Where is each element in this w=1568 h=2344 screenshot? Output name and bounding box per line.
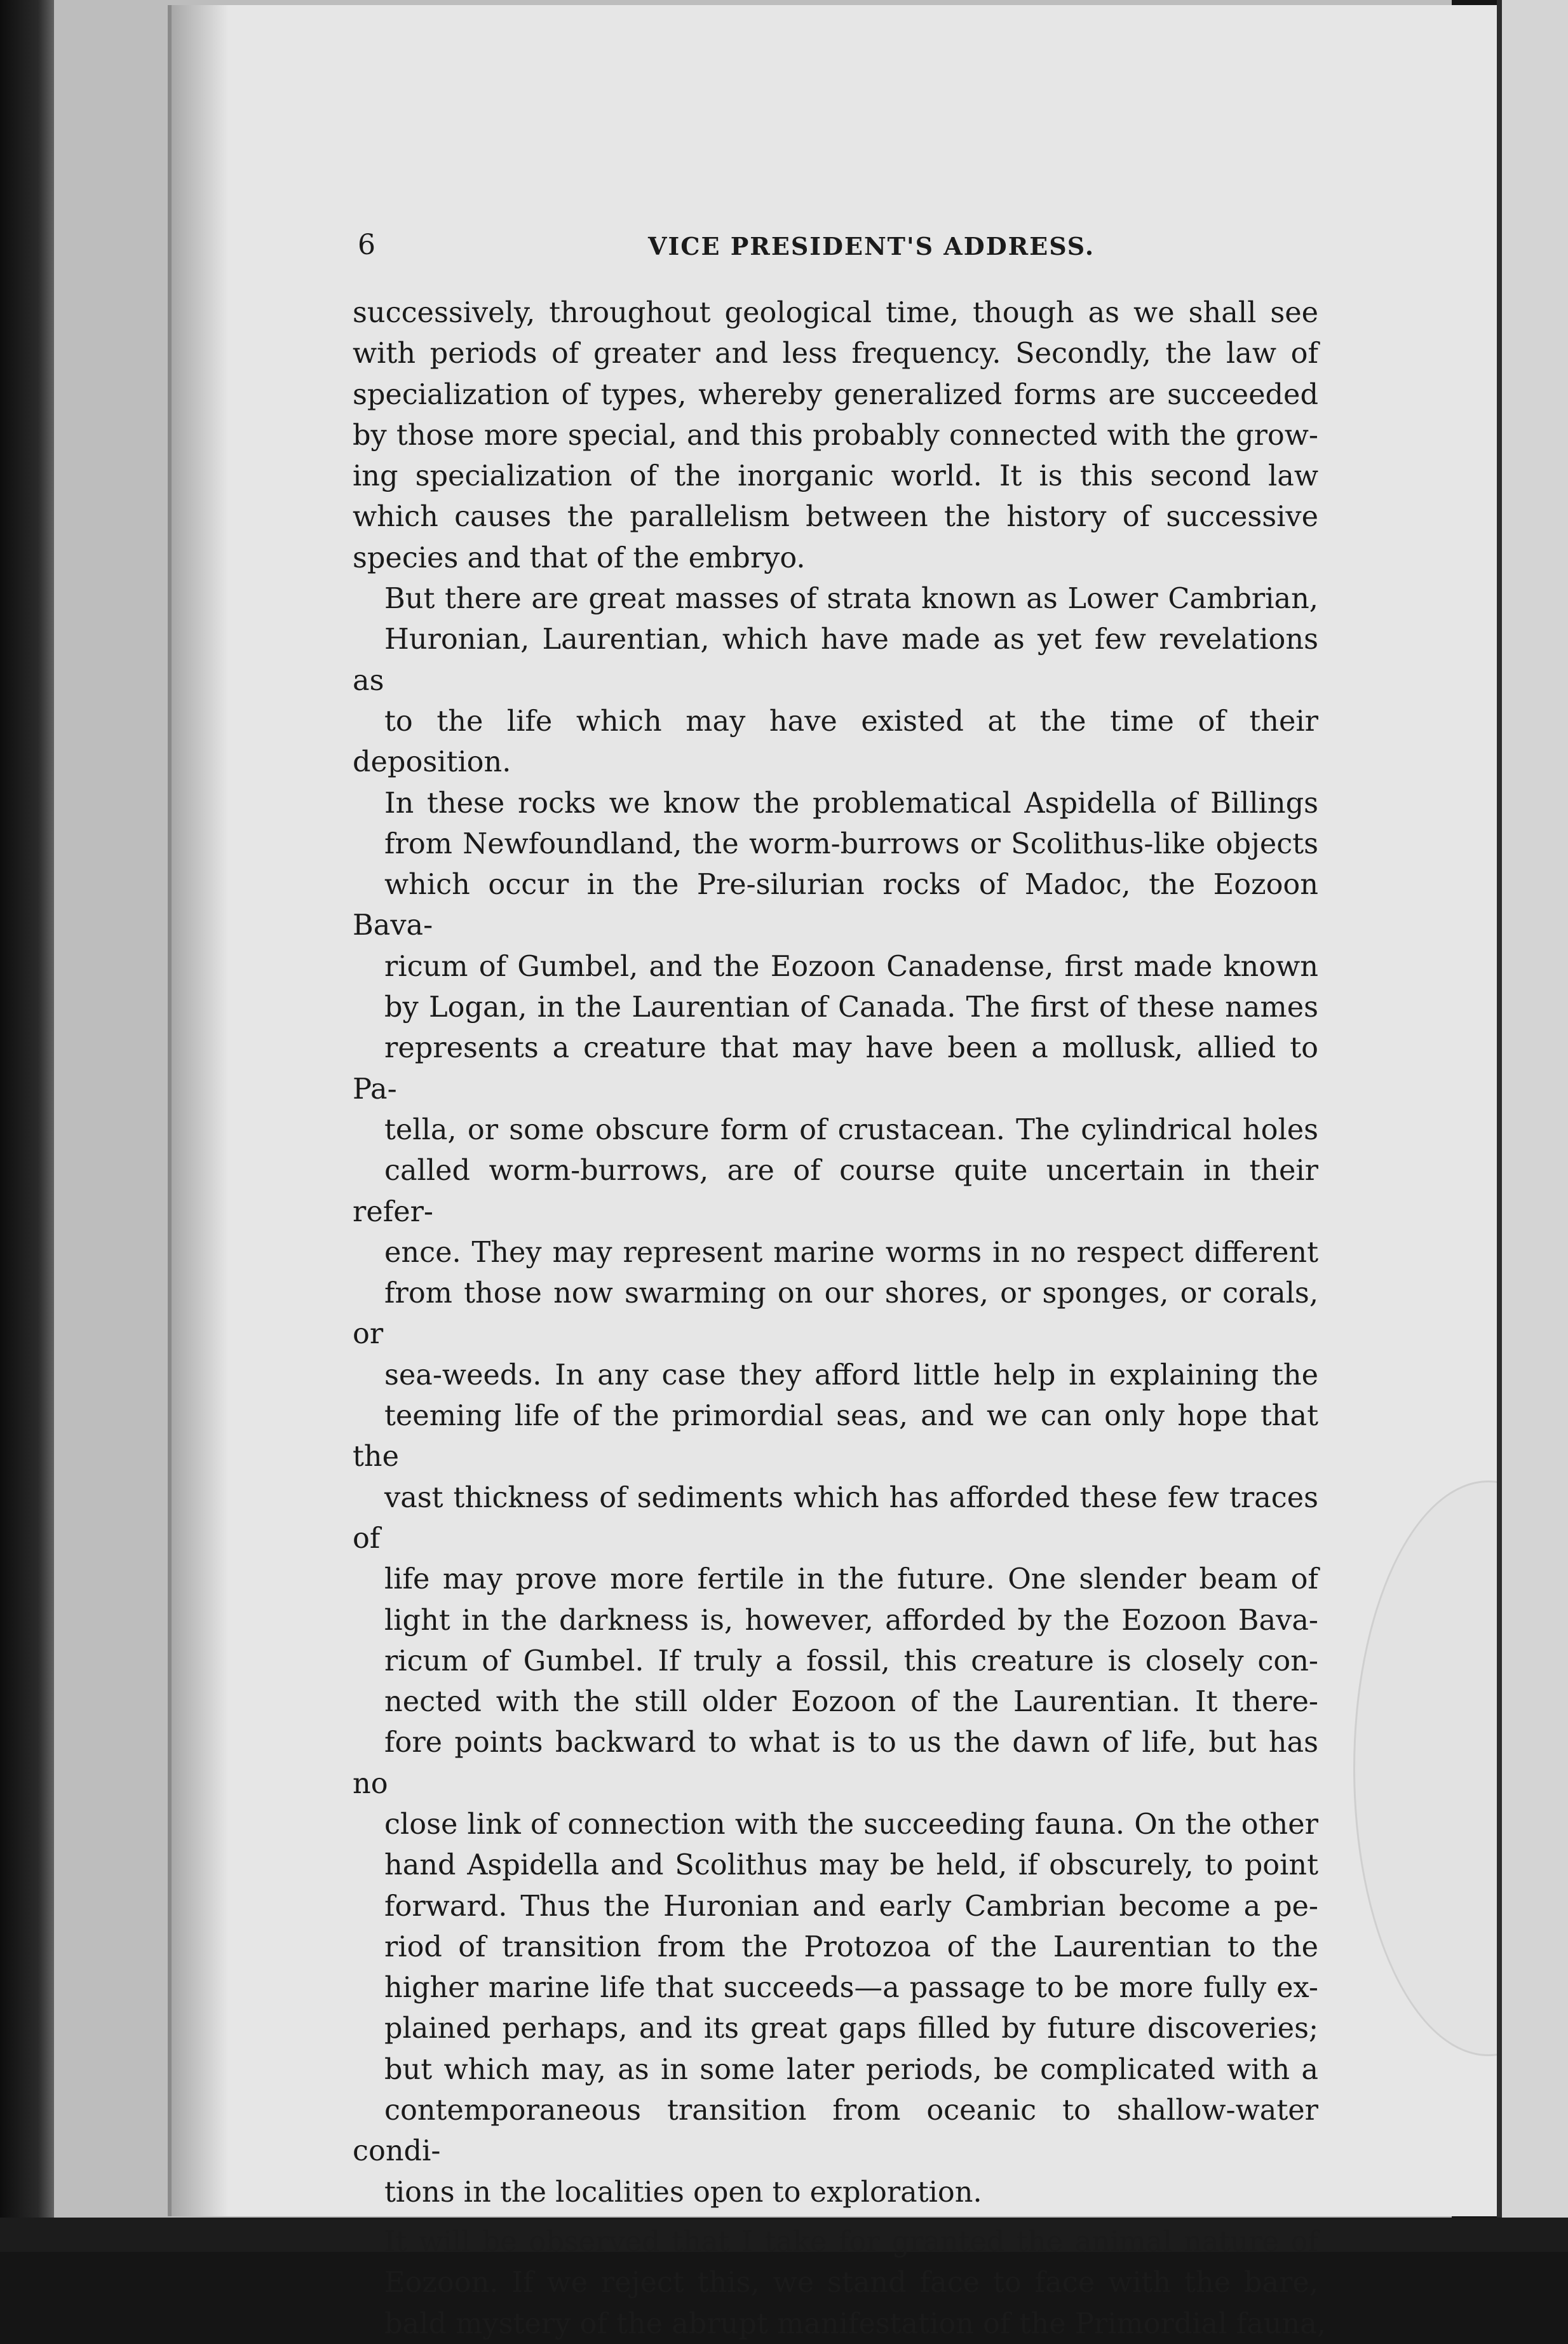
text-line: hand Aspidella and Scolithus may be held, if obscurely, to point: [384, 1848, 1318, 1882]
scan-right-strip: [1502, 0, 1568, 2252]
text-line: but which may, as in some later periods, be complicated with a: [384, 2052, 1318, 2086]
paragraph-3: [353, 2221, 1326, 2344]
text-line: ing specialization of the inorganic world. It is this second law: [353, 459, 1318, 493]
text-line: to the life which may have existed at the time of their deposition.: [353, 704, 1318, 779]
text-line: by those more special, and this probably connected with the grow-: [353, 418, 1318, 452]
text-line: ricum of Gumbel. If truly a fossil, this creature is closely con-: [384, 1644, 1318, 1677]
text-line: from Newfoundland, the worm-burrows or Scolithus-like objects: [384, 827, 1318, 860]
text-line: light in the darkness is, however, afforded by the Eozoon Bava-: [384, 1603, 1318, 1637]
text-line: nected with the still older Eozoon of the Laurentian. It there-: [384, 1685, 1318, 1719]
text-line: by Logan, in the Laurentian of Canada. The first of these names: [384, 991, 1318, 1024]
scan-right-edge: [1497, 0, 1502, 2252]
text-line: ence. They may represent marine worms in no respect different: [384, 1235, 1318, 1269]
text-line: But there are great masses of strata known as Lower Cambrian,: [384, 582, 1318, 616]
page-number: 6: [358, 229, 376, 261]
text-line: Eozoon. If we reject this, we stand face to face with the bare,: [384, 2266, 1318, 2300]
text-line: tions in the localities open to exploration.: [384, 2175, 982, 2209]
text-line: with periods of greater and less frequency. Secondly, the law of: [353, 337, 1318, 370]
text-line: higher marine life that succeeds—a passage to be more fully ex-: [384, 1971, 1318, 2005]
page-gutter-shadow: [172, 5, 229, 2216]
text-line: which occur in the Pre-silurian rocks of Madoc, the Eozoon Bava-: [353, 868, 1318, 942]
text-line: represents a creature that may have been a mollusk, allied to Pa-: [353, 1031, 1318, 1106]
text-line: vast thickness of sediments which has afforded these few traces of: [353, 1480, 1318, 1555]
text-line: tella, or some obscure form of crustacean. The cylindrical holes: [384, 1113, 1318, 1146]
text-line: called worm-burrows, are of course quite uncertain in their refer-: [353, 1154, 1318, 1228]
text-line: from those now swarming on our shores, or sponges, or corals, or: [353, 1277, 1318, 1351]
text-line: fore points backward to what is to us the dawn of life, but has no: [353, 1726, 1318, 1800]
text-line: teeming life of the primordial seas, and we can only hope that the: [353, 1399, 1318, 1473]
text-line: species and that of the embryo.: [353, 541, 806, 574]
text-line: forward. Thus the Huronian and early Cambrian become a pe-: [384, 1889, 1318, 1923]
text-line: close link of connection with the succeeding fauna. On the other: [384, 1807, 1318, 1841]
running-title: VICE PRESIDENT'S ADDRESS.: [648, 232, 1095, 261]
text-line: bald mystery of the abrupt manifestation of the Primordial fauna,: [384, 2307, 1326, 2340]
text-line: sea-weeds. In any case they afford little help in explaining the: [384, 1358, 1318, 1392]
text-line: contemporaneous transition from oceanic to shallow-water condi-: [353, 2094, 1318, 2168]
text-line: specialization of types, whereby generalized forms are succeeded: [353, 377, 1318, 411]
text-line: life may prove more fertile in the future. One slender beam of: [384, 1562, 1318, 1596]
text-line: Huronian, Laurentian, which have made as yet few revelations as: [353, 623, 1318, 697]
text-line: plained perhaps, and its great gaps filled by future discoveries;: [384, 2012, 1318, 2045]
paragraph-2: [353, 578, 1318, 2212]
text-line: which causes the parallelism between the history of successive: [353, 500, 1318, 534]
text-line: In these rocks we know the problematical Aspidella of Billings: [384, 786, 1318, 820]
text-line: successively, throughout geological time, though as we shall see: [353, 296, 1318, 329]
text-line: ricum of Gumbel, and the Eozoon Canadense, first made known: [384, 949, 1318, 983]
text-line: It will be observed that I take for granted the animal nature of: [384, 2225, 1318, 2258]
text-line: riod of transition from the Protozoa of the Laurentian to the: [384, 1930, 1318, 1963]
body-text: [353, 292, 1326, 2344]
paragraph-1: [353, 292, 1318, 578]
